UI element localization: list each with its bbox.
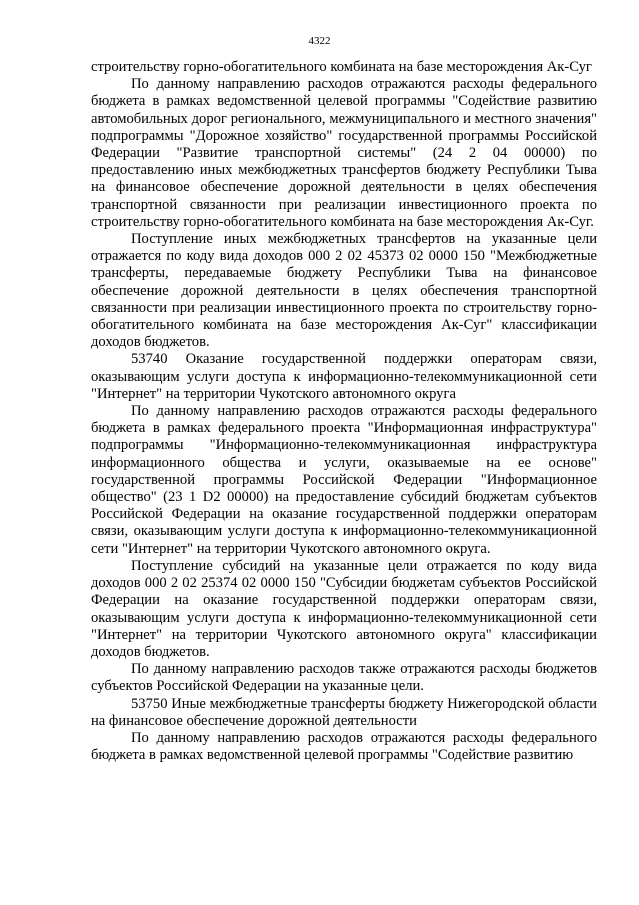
- paragraph: По данному направлению расходов отражаются расходы федерального бюджета в рамках ведомственной целевой программы "Содействие развитию автомобильных дорог регионального, межмуниципального и местного значения" подпрограммы "Дорожное хозяйство" государственной программы Российской Федерации "Развитие транспортной системы" (24 2 04 00000) по предоставлению иных межбюджетных трансфертов бюджету Республики Тыва на финансовое обеспечение дорожной деятельности в целях обеспечения транспортной связанности при реализации инвестиционного проекта по строительству горно-обогатительного комбината на базе месторождения Ак-Суг.: [91, 76, 597, 230]
- paragraph: Поступление субсидий на указанные цели отражается по коду вида доходов 000 2 02 25374 02 0000 150 "Субсидии бюджетам субъектов Российской Федерации на оказание государственной поддержки операторам связи, оказывающим услуги доступа к информационно-телекоммуникационной сети "Интернет" на территории Чукотского автономного округа" классификации доходов бюджетов.: [91, 557, 597, 660]
- document-body: [91, 59, 597, 764]
- page-number: 4322: [308, 35, 331, 47]
- paragraph: строительству горно-обогатительного комбината на базе месторождения Ак-Суг: [91, 59, 592, 75]
- paragraph: По данному направлению расходов также отражаются расходы бюджетов субъектов Российской Федерации на указанные цели.: [91, 661, 597, 695]
- paragraph: По данному направлению расходов отражаются расходы федерального бюджета в рамках ведомственной целевой программы "Содействие развитию: [91, 729, 597, 764]
- paragraph: Поступление иных межбюджетных трансфертов на указанные цели отражается по коду вида доходов 000 2 02 45373 02 0000 150 "Межбюджетные трансферты, передаваемые бюджету Республики Тыва на финансовое обеспечение дорожной деятельности в целях обеспечения транспортной связанности при реализации инвестиционного проекта по строительству горно-обогатительного комбината на базе месторождения Ак-Суг" классификации доходов бюджетов.: [91, 231, 597, 351]
- paragraph: По данному направлению расходов отражаются расходы федерального бюджета в рамках федерального проекта "Информационная инфраструктура" подпрограммы "Информационно-телекоммуникационная инфраструктура информационного общества и услуги, оказываемые на ее основе" государственной программы Российской Федерации "Информационное общество" (23 1 D2 00000) на предоставление субсидий бюджетам субъектов Российской Федерации на оказание государственной поддержки операторам связи, оказывающим услуги доступа к информационно-телекоммуникационной сети "Интернет" на территории Чукотского автономного округа.: [91, 403, 597, 557]
- paragraph: 53740 Оказание государственной поддержки операторам связи, оказывающим услуги доступа к информационно-телекоммуникационной сети "Интернет" на территории Чукотского автономного округа: [91, 351, 597, 402]
- paragraph: 53750 Иные межбюджетные трансферты бюджету Нижегородской области на финансовое обеспечение дорожной деятельности: [91, 695, 597, 729]
